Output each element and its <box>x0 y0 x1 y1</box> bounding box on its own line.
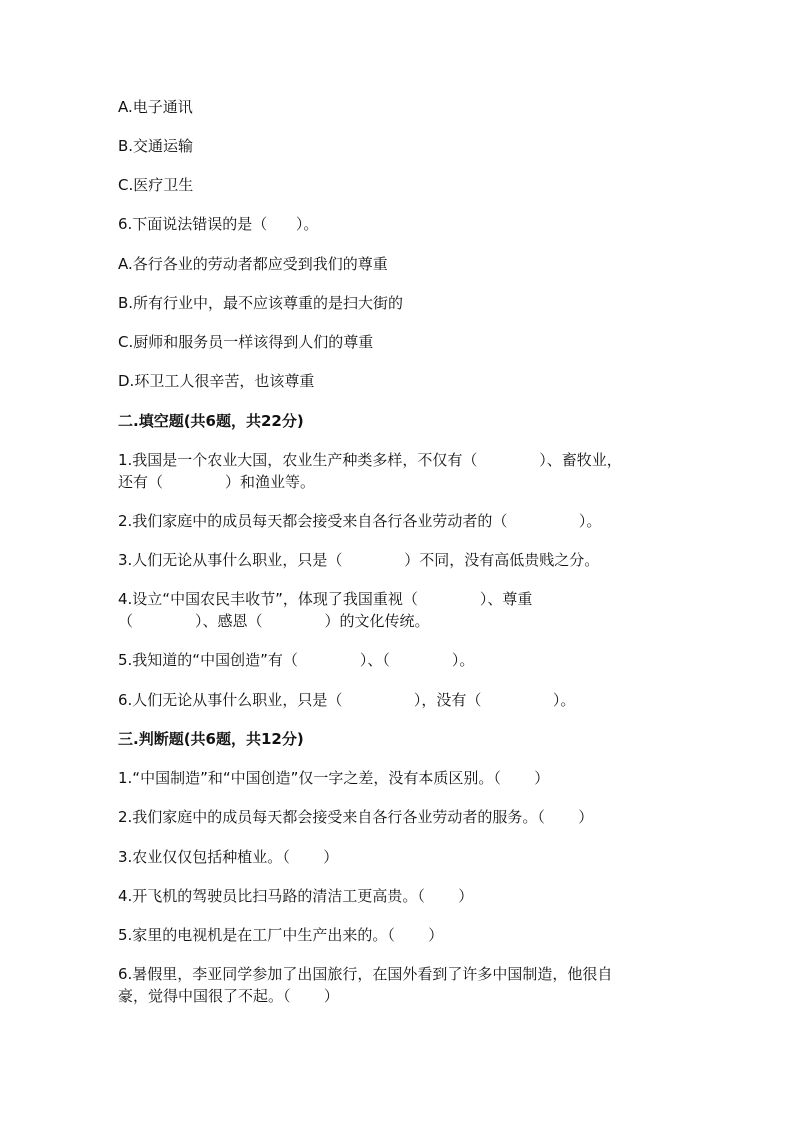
fill-question-1-line-2: 还有（ ）和渔业等。 <box>118 473 315 491</box>
q6-option-d-line: D.环卫工人很辛苦，也该尊重 <box>118 372 315 390</box>
judge-question-5-line: 5.家里的电视机是在工厂中生产出来的。（ ） <box>118 926 444 944</box>
option-a-line: A.电子通讯 <box>118 98 193 116</box>
judge-question-3-line: 3.农业仅仅包括种植业。（ ） <box>118 848 339 866</box>
option-b-line: B.交通运输 <box>118 137 194 155</box>
question-6-line: 6.下面说法错误的是（ ）。 <box>118 215 319 233</box>
q6-option-c-line: C.厨师和服务员一样该得到人们的尊重 <box>118 333 374 351</box>
fill-question-3-line: 3.人们无论从事什么职业，只是（ ）不同，没有高低贵贱之分。 <box>118 551 600 569</box>
judge-question-6-line-1: 6.暑假里，李亚同学参加了出国旅行，在国外看到了许多中国制造，他很自 <box>118 965 613 983</box>
fill-question-1-line-1: 1.我国是一个农业大国，农业生产种类多样，不仅有（ ）、畜牧业， <box>118 451 622 469</box>
section-judge-heading: 三.判断题(共6题，共12分) <box>118 730 304 748</box>
fill-question-5-line: 5.我知道的“中国创造”有（ ）、（ ）。 <box>118 651 475 669</box>
judge-question-6-line-2: 豪，觉得中国很了不起。（ ） <box>118 987 339 1005</box>
section-fill-heading: 二.填空题(共6题，共22分) <box>118 412 304 430</box>
q6-option-a-line: A.各行各业的劳动者都应受到我们的尊重 <box>118 255 388 273</box>
option-c-line: C.医疗卫生 <box>118 176 194 194</box>
fill-question-2-line: 2.我们家庭中的成员每天都会接受来自各行各业劳动者的（ ）。 <box>118 512 602 530</box>
fill-question-4-line-2: （ ）、感恩（ ）的文化传统。 <box>118 612 430 630</box>
judge-question-2-line: 2.我们家庭中的成员每天都会接受来自各行各业劳动者的服务。（ ） <box>118 808 594 826</box>
judge-question-1-line: 1.“中国制造”和“中国创造”仅一字之差，没有本质区别。（ ） <box>118 769 550 787</box>
fill-question-4-line-1: 4.设立“中国农民丰收节”，体现了我国重视（ ）、尊重 <box>118 590 533 608</box>
fill-question-6-line: 6.人们无论从事什么职业，只是（ ），没有（ ）。 <box>118 691 576 709</box>
q6-option-b-line: B.所有行业中，最不应该尊重的是扫大街的 <box>118 294 404 312</box>
judge-question-4-line: 4.开飞机的驾驶员比扫马路的清洁工更高贵。（ ） <box>118 887 474 905</box>
